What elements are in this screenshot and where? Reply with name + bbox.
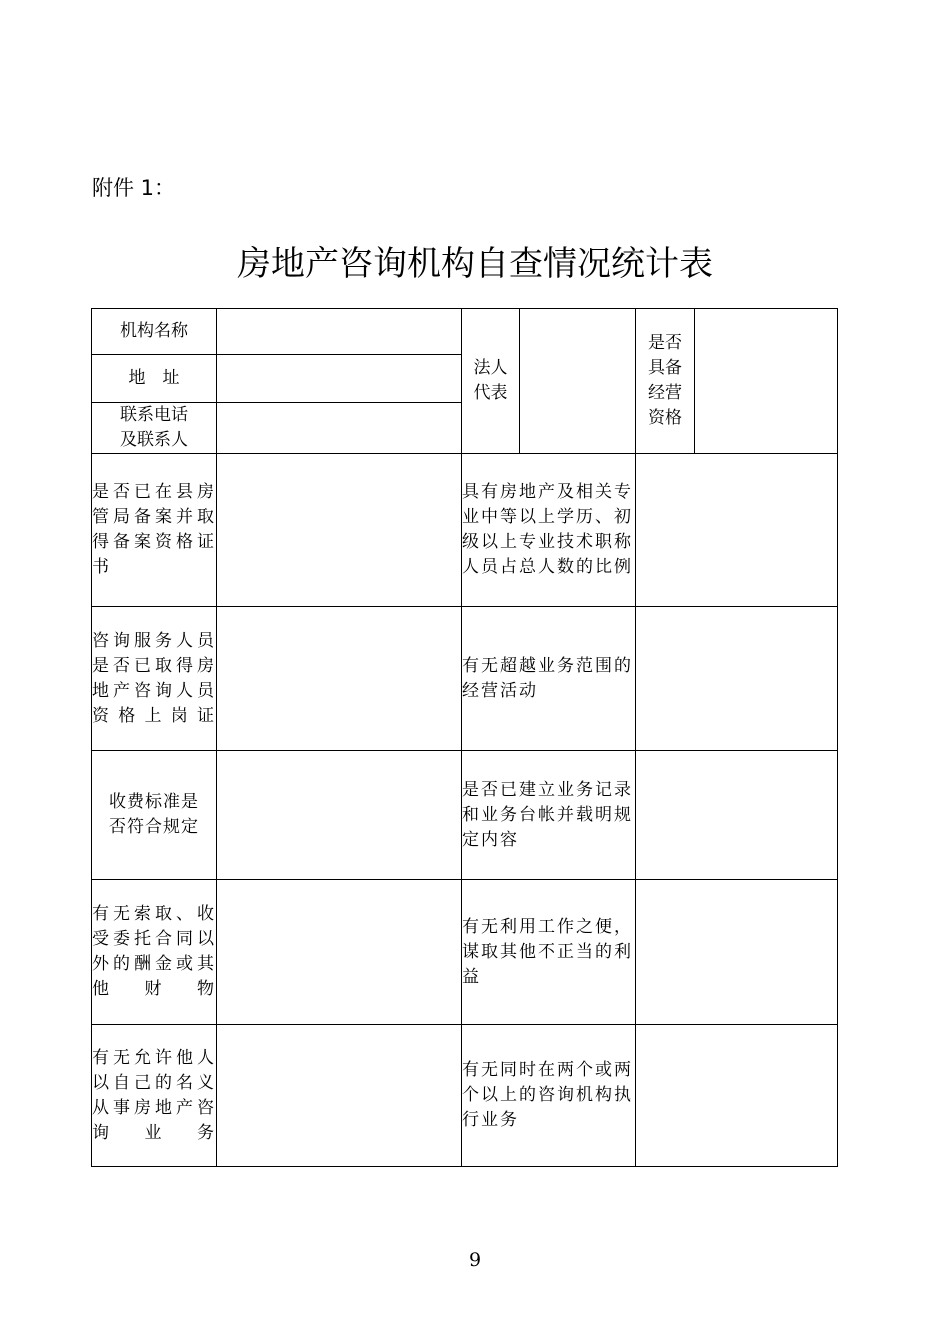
org-name-label: 机构名称 <box>92 309 217 355</box>
page-number: 9 <box>468 1249 482 1271</box>
legal-rep-label: 法人 代表 <box>462 309 520 454</box>
business-scope-label: 有无超越业务范围的经营活动 <box>462 607 636 751</box>
address-field[interactable] <box>217 355 462 403</box>
extra-fees-label <box>92 880 217 1025</box>
extra-fees-text: 有无索取、收受委托合同以外的酬金或其他财物 <box>92 904 216 999</box>
extra-fees-field[interactable] <box>217 880 462 1025</box>
dual-practice-label: 有无同时在两个或两个以上的咨询机构执行业务 <box>462 1025 636 1167</box>
filing-status-label <box>92 454 217 607</box>
qualification-field[interactable] <box>695 309 838 454</box>
business-records-label: 是否已建立业务记录和业务台帐并载明规定内容 <box>462 751 636 880</box>
fee-standard-label: 收费标准是 否符合规定 <box>92 751 217 880</box>
business-records-field[interactable] <box>636 751 838 880</box>
fee-standard-field[interactable] <box>217 751 462 880</box>
improper-benefits-field[interactable] <box>636 880 838 1025</box>
dual-practice-field[interactable] <box>636 1025 838 1167</box>
business-scope-field[interactable] <box>636 607 838 751</box>
name-lending-label <box>92 1025 217 1167</box>
staff-license-field[interactable] <box>217 607 462 751</box>
staff-license-text: 咨询服务人员是否已取得房地产咨询人员资格上岗证 <box>92 630 216 726</box>
improper-benefits-label: 有无利用工作之便，谋取其他不正当的利益 <box>462 880 636 1025</box>
name-lending-field[interactable] <box>217 1025 462 1167</box>
staff-ratio-label: 具有房地产及相关专业中等以上学历、初级以上专业技术职称人员占总人数的比例 <box>462 454 636 607</box>
staff-ratio-field[interactable] <box>636 454 838 607</box>
address-label: 地 址 <box>92 355 217 403</box>
qualification-label: 是否 具备 经营 资格 <box>636 309 695 454</box>
self-inspection-table <box>91 308 838 1167</box>
attachment-label: 附件 1： <box>92 176 176 200</box>
contact-field[interactable] <box>217 403 462 454</box>
org-name-field[interactable] <box>217 309 462 355</box>
filing-status-field[interactable] <box>217 454 462 607</box>
page-title: 房地产咨询机构自查情况统计表 <box>237 244 713 284</box>
legal-rep-field[interactable] <box>520 309 636 454</box>
name-lending-text: 有无允许他人以自己的名义从事房地产咨询业务 <box>92 1047 216 1143</box>
filing-status-text: 是否已在县房管局备案并取得备案资格证书 <box>92 482 216 577</box>
staff-license-label <box>92 607 217 751</box>
contact-label: 联系电话 及联系人 <box>92 403 217 454</box>
